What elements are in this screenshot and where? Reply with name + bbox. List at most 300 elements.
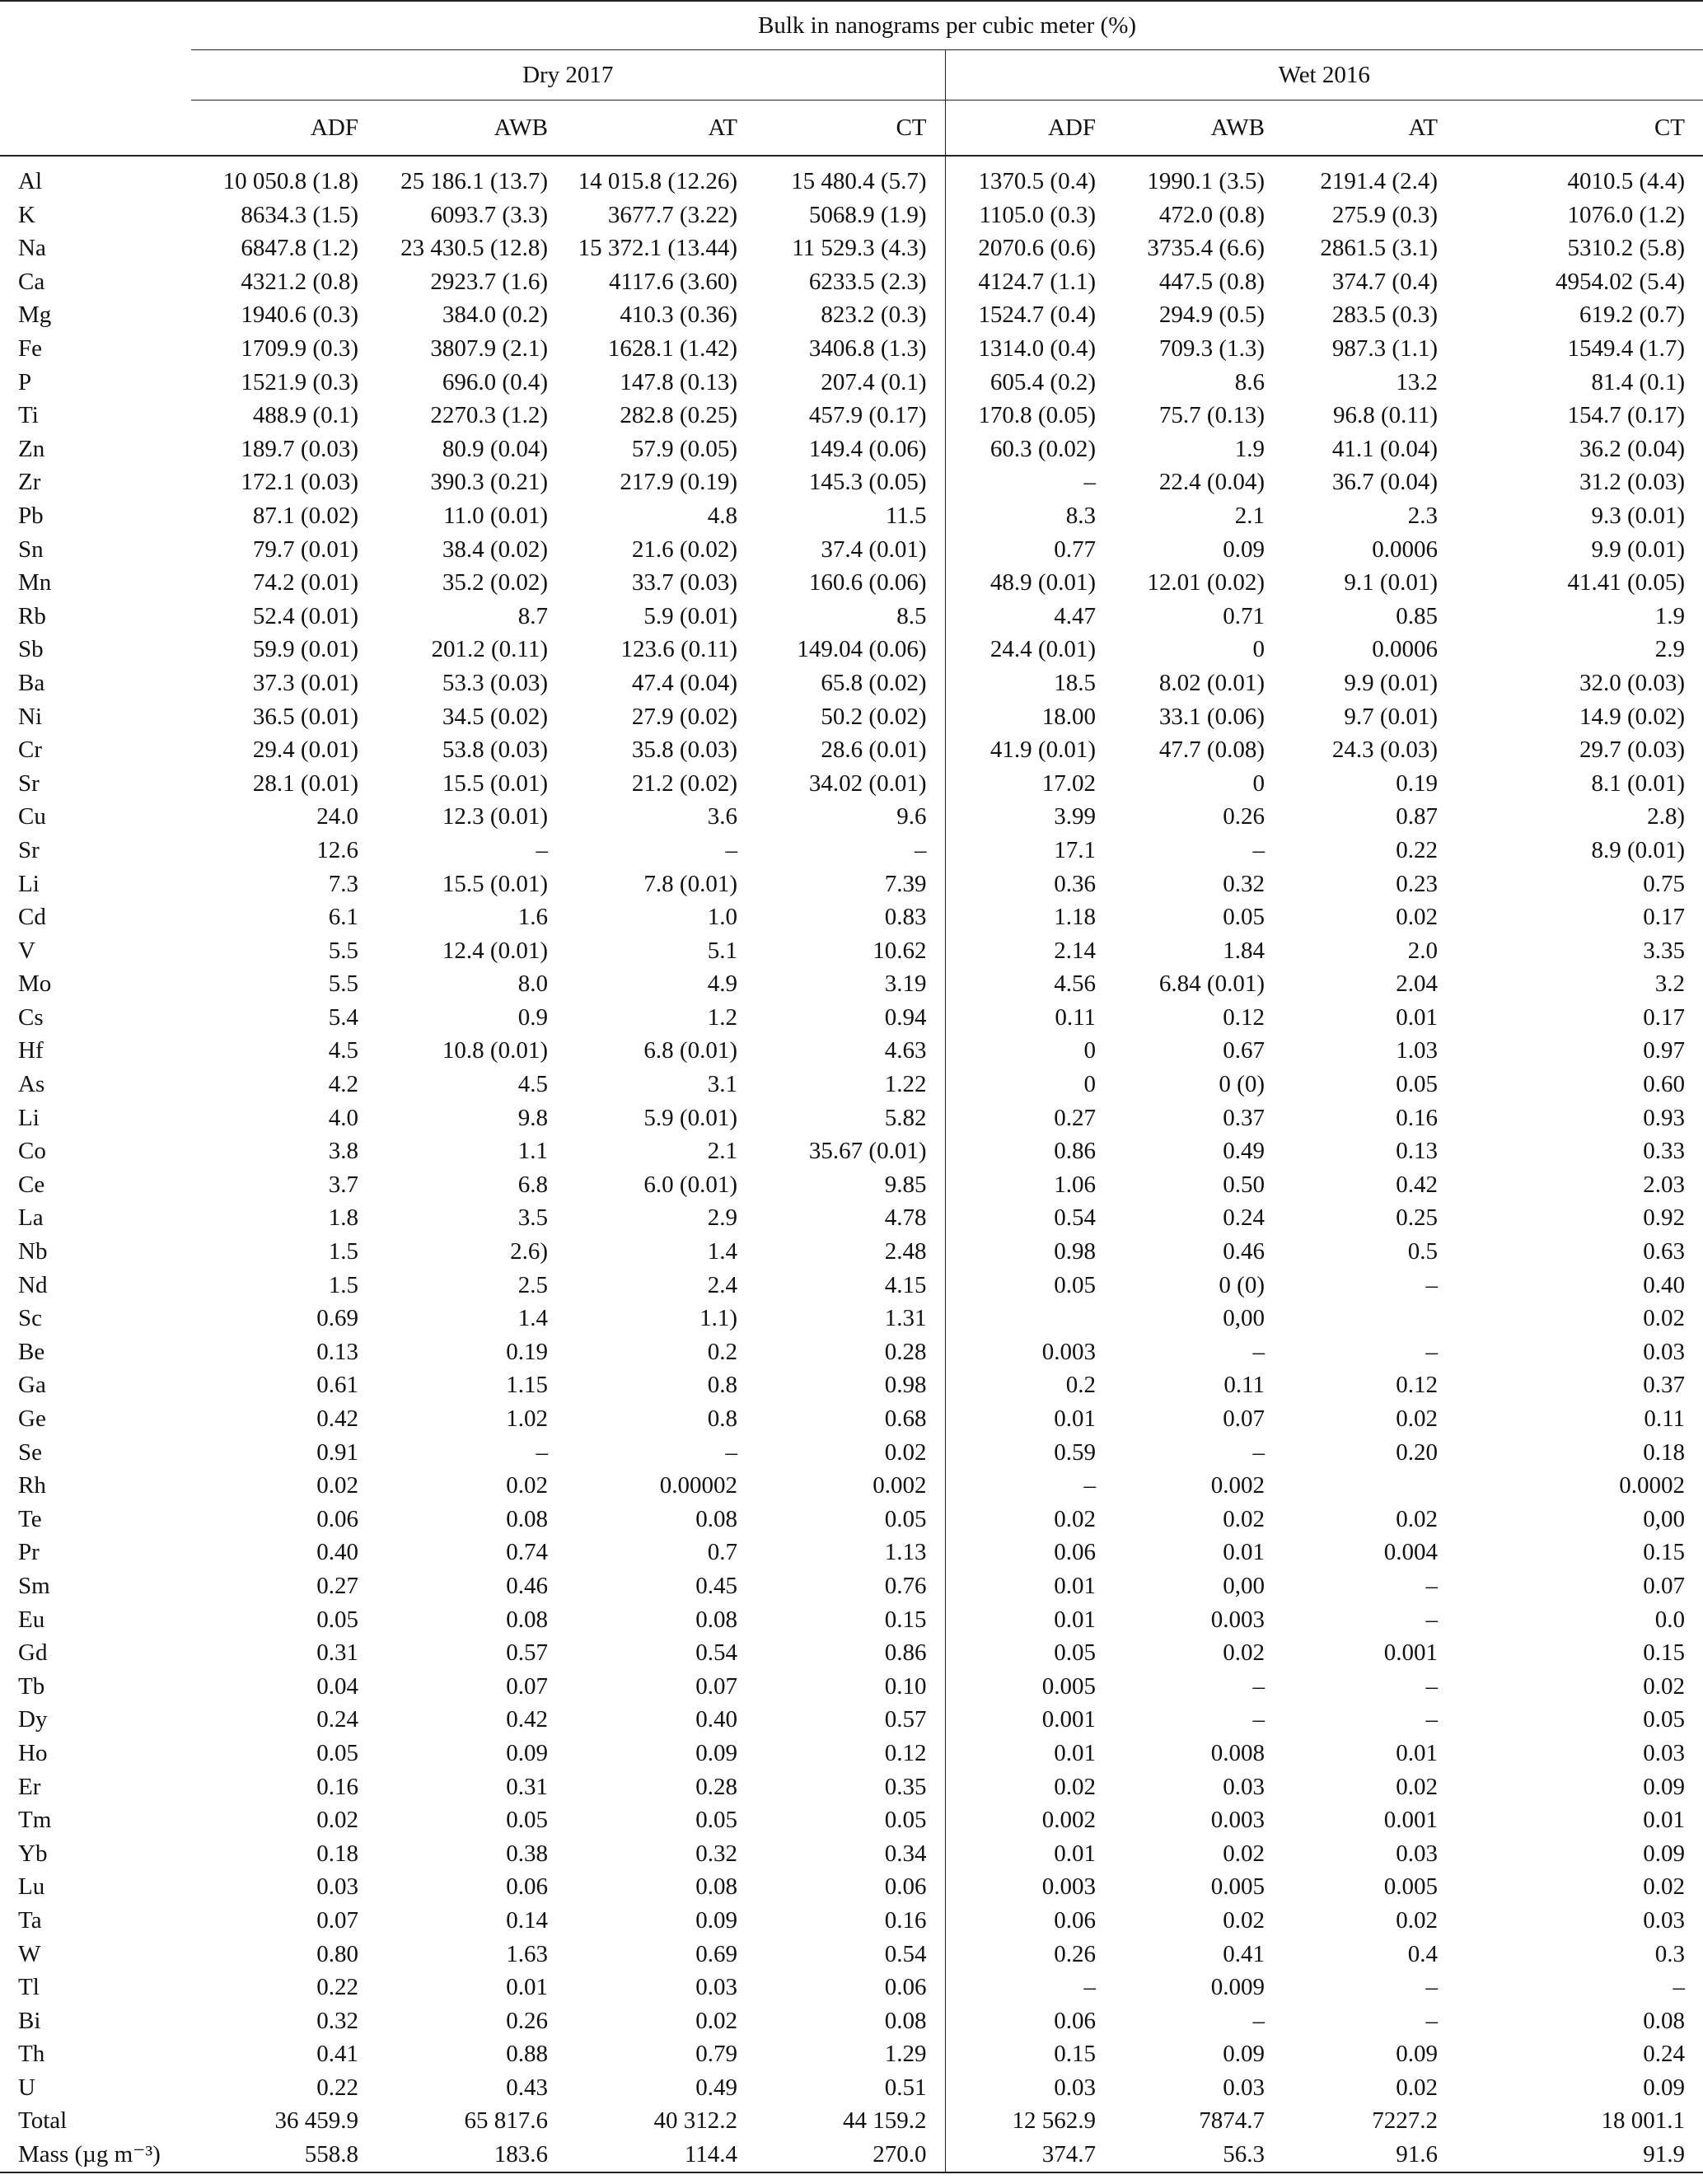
cell-dry-ct: 1.22 [756,1068,945,1101]
cell-wet-ct: 0.02 [1643,1672,1686,1700]
cell-dry-at: 0.00002 [659,1472,737,1499]
cell-dry-awb: 8.7 [517,602,548,629]
cell-wet-adf: – [1083,469,1096,496]
cell-wet-awb: 0 [1252,769,1265,797]
cell-wet-adf: – [1083,1472,1096,1499]
cell-dry-at: 0.03 [695,1974,737,2001]
cell-dry-ct: 0.08 [756,2004,945,2038]
cell-dry-awb: 0.31 [506,1773,548,1800]
row-label: Rh [18,1472,46,1499]
table-row [0,1803,1703,1837]
cell-wet-adf: – [1083,1974,1096,2001]
cell-wet-adf: 0.01 [1054,1840,1096,1867]
cell-dry-adf: 29.4 (0.01) [252,737,358,764]
cell-dry-ct: 0.68 [756,1402,945,1436]
cell-dry-adf: 0.04 [316,1672,358,1700]
column-header-dry-at: AT [566,101,756,157]
cell-wet-awb: 0.005 [1210,1873,1265,1901]
cell-wet-adf: 8.3 [1065,502,1096,529]
cell-wet-at: 0.19 [1396,769,1438,797]
cell-wet-ct: 619.2 (0.7) [1579,302,1686,329]
cell-dry-awb: 12.4 (0.01) [442,937,548,964]
cell-dry-adf: 558.8 [191,2138,377,2172]
cell-dry-at: 3.6 [707,803,737,830]
cell-wet-ct: 0.02 [1643,1873,1686,1901]
cell-wet-ct: 4010.5 (4.4) [1567,168,1686,195]
table-row [0,1904,1703,1938]
cell-wet-awb: 0.49 [1223,1138,1265,1165]
cell-wet-ct: 36.2 (0.04) [1579,435,1686,462]
cell-wet-adf: 0.02 [1054,1505,1096,1532]
cell-wet-ct: 0.03 [1643,1338,1686,1365]
cell-wet-at: 2191.4 (2.4) [1320,168,1438,195]
column-header-wet-adf: ADF [945,101,1114,157]
cell-wet-awb: 0.71 [1223,602,1265,629]
cell-wet-ct: 0.17 [1643,904,1686,931]
cell-wet-ct: 9.9 (0.01) [1591,535,1686,563]
cell-dry-awb: 9.8 [517,1104,548,1131]
column-header-wet-ct: CT [1456,101,1703,157]
cell-dry-at: 1.0 [707,904,737,931]
row-label: Nb [18,1238,48,1265]
cell-wet-at: – [1425,1606,1438,1633]
cell-wet-awb: 8.6 [1234,368,1265,395]
row-label: U [18,2074,35,2101]
cell-wet-adf: 4.56 [1054,970,1096,998]
row-label: W [18,1940,41,1967]
cell-wet-at: 1.03 [1396,1037,1438,1064]
cell-dry-awb: 53.8 (0.03) [442,737,548,764]
cell-wet-awb: 47.7 (0.08) [1158,737,1265,764]
row-label: Cs [18,1003,44,1031]
cell-wet-ct: 0.15 [1643,1639,1686,1667]
cell-wet-adf: 0.27 [1054,1104,1096,1131]
row-label: Sr [18,836,40,863]
row-label: Er [18,1773,41,1800]
row-label: Te [18,1505,42,1532]
cell-dry-awb: 0.05 [506,1807,548,1834]
cell-wet-at: 2861.5 (3.1) [1320,235,1438,262]
cell-dry-at: 123.6 (0.11) [620,636,737,663]
cell-wet-ct: 0.07 [1643,1572,1686,1599]
row-label: Tb [18,1672,45,1700]
cell-dry-adf: 0.13 [316,1338,358,1365]
row-label: Nd [18,1271,48,1298]
cell-dry-ct: 34.02 (0.01) [756,767,945,801]
cell-wet-ct: 2.9 [1654,636,1686,663]
cell-dry-at: 0.07 [695,1672,737,1700]
cell-dry-ct: 145.3 (0.05) [756,465,945,499]
cell-wet-adf: 0.003 [1041,1873,1096,1901]
table-row [0,1870,1703,1904]
cell-wet-at: 0.5 [1407,1238,1438,1265]
table-row [0,1837,1703,1871]
cell-wet-awb: – [1252,1672,1265,1700]
cell-wet-at: 9.7 (0.01) [1344,703,1438,730]
cell-dry-adf: 0.42 [316,1405,358,1433]
cell-dry-adf: 28.1 (0.01) [252,769,358,797]
table-row [0,967,1703,1001]
cell-wet-adf: 60.3 (0.02) [990,435,1096,462]
cell-wet-at: 0.01 [1396,1739,1438,1766]
row-label: Mg [18,302,52,329]
cell-wet-ct: 0.0002 [1619,1472,1686,1499]
cell-dry-adf: 59.9 (0.01) [252,636,358,663]
cell-dry-adf: 5.5 [328,937,358,964]
cell-wet-awb: 0.02 [1223,1906,1265,1934]
table-row [0,1503,1703,1536]
cell-wet-at: 91.6 [1283,2138,1456,2172]
cell-dry-awb: 65 817.6 [464,2107,548,2135]
cell-wet-adf: 0 [1083,1037,1096,1064]
cell-dry-awb: 390.3 (0.21) [430,469,548,496]
cell-dry-ct: 0.51 [756,2071,945,2105]
row-label: Ce [18,1171,45,1198]
cell-dry-ct: – [756,834,945,868]
table-row [0,633,1703,666]
cell-dry-ct: 0.35 [756,1770,945,1804]
cell-dry-ct: 0.76 [756,1569,945,1603]
cell-dry-adf: 0.41 [316,2041,358,2068]
cell-dry-ct: 160.6 (0.06) [756,566,945,600]
cell-dry-ct: 0.34 [756,1837,945,1871]
cell-dry-ct: 11.5 [756,499,945,533]
cell-dry-awb: 0.08 [506,1606,548,1633]
cell-wet-ct: 9.3 (0.01) [1591,502,1686,529]
cell-wet-ct: 0.03 [1643,1739,1686,1766]
cell-wet-at: 0.001 [1383,1807,1438,1834]
cell-dry-at: 0.28 [695,1773,737,1800]
table-row [0,834,1703,868]
row-label: Fe [18,335,42,362]
cell-wet-awb: 0 [1252,636,1265,663]
cell-dry-ct: 0.02 [756,1436,945,1470]
cell-wet-at: 0.23 [1396,870,1438,897]
cell-wet-awb: 294.9 (0.5) [1158,302,1265,329]
cell-dry-ct: 0.10 [756,1670,945,1704]
cell-dry-adf: 6847.8 (1.2) [241,235,358,262]
cell-wet-at: 0.16 [1396,1104,1438,1131]
cell-dry-awb: 38.4 (0.02) [442,535,548,563]
cell-dry-at: 5.9 (0.01) [643,1104,737,1131]
row-label: Sn [18,535,44,563]
cell-dry-at: 33.7 (0.03) [631,569,737,596]
cell-wet-ct: 0.09 [1643,2074,1686,2101]
cell-wet-at: 0.001 [1383,1639,1438,1667]
cell-wet-at: 275.9 (0.3) [1331,201,1438,228]
cell-wet-adf: 12 562.9 [1012,2107,1096,2135]
cell-dry-at: – [725,1438,737,1466]
cell-dry-ct: 207.4 (0.1) [756,366,945,400]
table-row [0,1269,1703,1302]
cell-dry-awb: 0.42 [506,1706,548,1733]
cell-wet-awb: 0 (0) [1219,1071,1265,1098]
cell-dry-adf: 0.40 [316,1539,358,1566]
cell-dry-ct: 11 529.3 (4.3) [756,231,945,265]
cell-wet-adf: 41.9 (0.01) [990,737,1096,764]
cell-dry-adf: 36.5 (0.01) [252,703,358,730]
row-label: Ho [18,1739,48,1766]
cell-wet-awb: 0.02 [1223,1840,1265,1867]
row-label: Sm [18,1572,50,1599]
cell-dry-at: 0.32 [695,1840,737,1867]
cell-wet-ct: 41.41 (0.05) [1567,569,1686,596]
cell-dry-awb: 0.57 [506,1639,548,1667]
cell-wet-at: 0.22 [1396,836,1438,863]
cell-wet-awb: 12.01 (0.02) [1147,569,1265,596]
cell-wet-adf: 0.05 [1054,1639,1096,1667]
table-row [0,700,1703,734]
cell-wet-adf: 0.01 [1054,1405,1096,1433]
cell-dry-adf: 1.5 [328,1238,358,1265]
cell-dry-at: 0.49 [695,2074,737,2101]
cell-dry-ct: 0.06 [756,1870,945,1904]
table-row [0,1235,1703,1269]
cell-dry-ct: 0.16 [756,1904,945,1938]
cell-wet-at: 9.1 (0.01) [1344,569,1438,596]
cell-wet-awb: 75.7 (0.13) [1158,402,1265,429]
row-label: Be [18,1338,45,1365]
cell-wet-awb: 3735.4 (6.6) [1147,235,1265,262]
cell-wet-at: 0.87 [1396,803,1438,830]
cell-dry-at: 0.8 [707,1372,737,1399]
group-header-wet-2016: Wet 2016 [945,50,1703,101]
row-label: Cr [18,737,42,764]
table-row [0,1368,1703,1402]
row-label: Co [18,1138,46,1165]
column-header-dry-ct: CT [756,101,945,157]
cell-dry-adf: 7.3 [328,870,358,897]
cell-wet-at: – [1425,1338,1438,1365]
cell-dry-awb: 0.08 [506,1505,548,1532]
cell-wet-awb: 56.3 [1114,2138,1283,2172]
cell-dry-awb: 3807.9 (2.1) [430,335,548,362]
row-label: Zr [18,469,41,496]
cell-wet-awb: 0.05 [1223,904,1265,931]
cell-wet-adf: 17.02 [1041,769,1096,797]
cell-wet-at: 13.2 [1396,368,1438,395]
cell-wet-awb: 472.0 (0.8) [1158,201,1265,228]
table-row [0,2138,1703,2172]
cell-dry-at: 0.79 [695,2041,737,2068]
cell-wet-ct: 31.2 (0.03) [1579,469,1686,496]
cell-wet-adf: 1.06 [1054,1171,1096,1198]
cell-dry-awb: 6093.7 (3.3) [430,201,548,228]
cell-wet-ct: 18 001.1 [1601,2107,1686,2135]
row-label: Al [18,168,42,195]
cell-wet-ct: 0.60 [1643,1071,1686,1098]
cell-wet-adf: 0 [1083,1071,1096,1098]
cell-dry-awb: 696.0 (0.4) [442,368,548,395]
cell-dry-awb: 1.02 [506,1405,548,1433]
cell-dry-at: 0.2 [707,1338,737,1365]
row-label: La [18,1204,44,1232]
cell-dry-awb: 0.14 [506,1906,548,1934]
row-label: Li [18,1104,40,1131]
cell-dry-ct: 0.12 [756,1737,945,1770]
row-label: Sb [18,636,44,663]
cell-wet-awb: 0,00 [1223,1572,1265,1599]
row-label: K [18,201,35,228]
cell-wet-ct: 91.9 [1456,2138,1703,2172]
cell-dry-adf: 8634.3 (1.5) [241,201,358,228]
cell-wet-awb: 0.11 [1223,1372,1265,1399]
cell-wet-adf: 0.2 [1065,1372,1096,1399]
cell-dry-awb: 384.0 (0.2) [442,302,548,329]
cell-wet-at [1283,1469,1456,1503]
cell-wet-ct: 0.24 [1643,2041,1686,2068]
cell-dry-awb: 34.5 (0.02) [442,703,548,730]
table-row [0,1436,1703,1470]
cell-wet-ct: 8.9 (0.01) [1591,836,1686,863]
cell-dry-adf: 52.4 (0.01) [252,602,358,629]
cell-wet-awb: 0.002 [1210,1472,1265,1499]
cell-wet-adf: 0.11 [1055,1003,1096,1031]
cell-wet-adf: 0.59 [1054,1438,1096,1466]
cell-dry-at: 2.1 [707,1138,737,1165]
cell-dry-at: 15 372.1 (13.44) [578,235,737,262]
cell-wet-awb: 8.02 (0.01) [1158,669,1265,696]
cell-wet-awb: 0.37 [1223,1104,1265,1131]
header-stub [0,50,191,101]
cell-dry-at: 0.7 [707,1539,737,1566]
cell-wet-adf: 0.06 [1054,2007,1096,2034]
cell-wet-adf: 374.7 [945,2138,1114,2172]
cell-wet-adf: 0.15 [1054,2041,1096,2068]
table-row [0,1335,1703,1369]
table-row [0,600,1703,634]
cell-dry-adf: 0.69 [316,1305,358,1332]
cell-dry-ct: 7.39 [756,867,945,900]
cell-dry-adf: 1.8 [328,1204,358,1232]
cell-dry-adf: 79.7 (0.01) [252,535,358,563]
cell-wet-awb: 0.008 [1210,1739,1265,1766]
cell-dry-awb: 10.8 (0.01) [442,1037,548,1064]
cell-wet-awb: 0.02 [1223,1505,1265,1532]
cell-dry-awb: 1.15 [506,1372,548,1399]
cell-dry-adf: 172.1 (0.03) [241,469,358,496]
cell-dry-at: 282.8 (0.25) [620,402,737,429]
row-label: Ca [18,268,45,295]
row-label: Na [18,235,46,262]
cell-dry-at: 21.2 (0.02) [631,769,737,797]
cell-dry-at: 7.8 (0.01) [643,870,737,897]
cell-dry-awb: 0.09 [506,1739,548,1766]
table-row [0,2037,1703,2071]
cell-wet-awb: – [1252,1438,1265,1466]
cell-wet-awb: 0.09 [1223,535,1265,563]
cell-wet-awb: 0.24 [1223,1204,1265,1232]
cell-dry-adf: 3.7 [328,1171,358,1198]
table-row [0,1971,1703,2004]
cell-dry-ct: 0.57 [756,1703,945,1737]
cell-dry-awb: 0.46 [506,1572,548,1599]
row-label: Bi [18,2007,41,2034]
cell-wet-at: 987.3 (1.1) [1331,335,1438,362]
cell-wet-adf: 0.01 [1054,1739,1096,1766]
table-row [0,1034,1703,1068]
cell-dry-adf: 6.1 [328,904,358,931]
cell-wet-ct: 2.8) [1647,803,1686,830]
cell-wet-awb: 0.03 [1223,2074,1265,2101]
row-label: Zn [18,435,45,462]
cell-wet-adf: 18.5 [1054,669,1096,696]
cell-wet-awb: 0 (0) [1219,1271,1265,1298]
table-row [0,1670,1703,1704]
table-row [0,499,1703,533]
cell-dry-awb: 3.5 [517,1204,548,1232]
cell-wet-ct: 0.33 [1643,1138,1686,1165]
cell-wet-ct: 1549.4 (1.7) [1567,335,1686,362]
cell-dry-at: 47.4 (0.04) [631,669,737,696]
cell-wet-awb: 33.1 (0.06) [1158,703,1265,730]
cell-wet-at: 0.02 [1396,1906,1438,1934]
cell-wet-adf: 0.003 [1041,1338,1096,1365]
row-label: Hf [18,1037,44,1064]
table-row [0,231,1703,265]
row-label: Ti [18,402,39,429]
cell-dry-ct: 0.05 [756,1503,945,1536]
row-label: Se [18,1438,42,1466]
row-label: Rb [18,602,46,629]
row-label: Ba [18,669,45,696]
table-row [0,265,1703,299]
cell-dry-at: 6.0 (0.01) [643,1171,737,1198]
row-label: Mn [18,569,52,596]
cell-wet-adf: 1105.0 (0.3) [979,201,1096,228]
cell-dry-ct: 5.82 [756,1101,945,1135]
cell-dry-ct: 2.48 [756,1235,945,1269]
cell-dry-at: 57.9 (0.05) [631,435,737,462]
cell-dry-ct: 10.62 [756,934,945,968]
table-row [0,733,1703,767]
cell-wet-awb: 0.26 [1223,803,1265,830]
cell-dry-awb: 6.8 [517,1171,548,1198]
cell-wet-ct: 81.4 (0.1) [1591,368,1686,395]
cell-dry-ct: 4.63 [756,1034,945,1068]
cell-wet-adf: 24.4 (0.01) [990,636,1096,663]
cell-wet-at: – [1425,1572,1438,1599]
row-label: Th [18,2041,45,2068]
cell-wet-awb: – [1252,1706,1265,1733]
cell-wet-adf: 0.36 [1054,870,1096,897]
cell-wet-awb: 0.50 [1223,1171,1265,1198]
table-row [0,399,1703,433]
cell-wet-awb: 0,00 [1223,1305,1265,1332]
cell-dry-adf: 87.1 (0.02) [252,502,358,529]
cell-dry-at: 1.4 [707,1238,737,1265]
cell-dry-ct: 4.78 [756,1201,945,1235]
cell-dry-awb: – [536,836,548,863]
cell-dry-at: 0.40 [695,1706,737,1733]
cell-dry-awb: 0.9 [517,1003,548,1031]
cell-wet-at: 0.05 [1396,1071,1438,1098]
cell-dry-adf: 4.5 [328,1037,358,1064]
cell-wet-adf: 1.18 [1054,904,1096,931]
cell-dry-ct: 50.2 (0.02) [756,700,945,734]
cell-wet-adf: 2070.6 (0.6) [978,235,1096,262]
table-row [0,1001,1703,1035]
cell-dry-ct: 9.85 [756,1168,945,1202]
cell-dry-adf: 1.5 [328,1271,358,1298]
cell-dry-ct: 270.0 [756,2138,945,2172]
cell-wet-adf: 0.03 [1054,2074,1096,2101]
cell-wet-awb: 447.5 (0.8) [1158,268,1265,295]
cell-wet-awb: 7874.7 [1199,2107,1265,2135]
cell-dry-at: 1.2 [707,1003,737,1031]
cell-wet-adf: 0.77 [1054,535,1096,563]
row-label: Sc [18,1305,42,1332]
